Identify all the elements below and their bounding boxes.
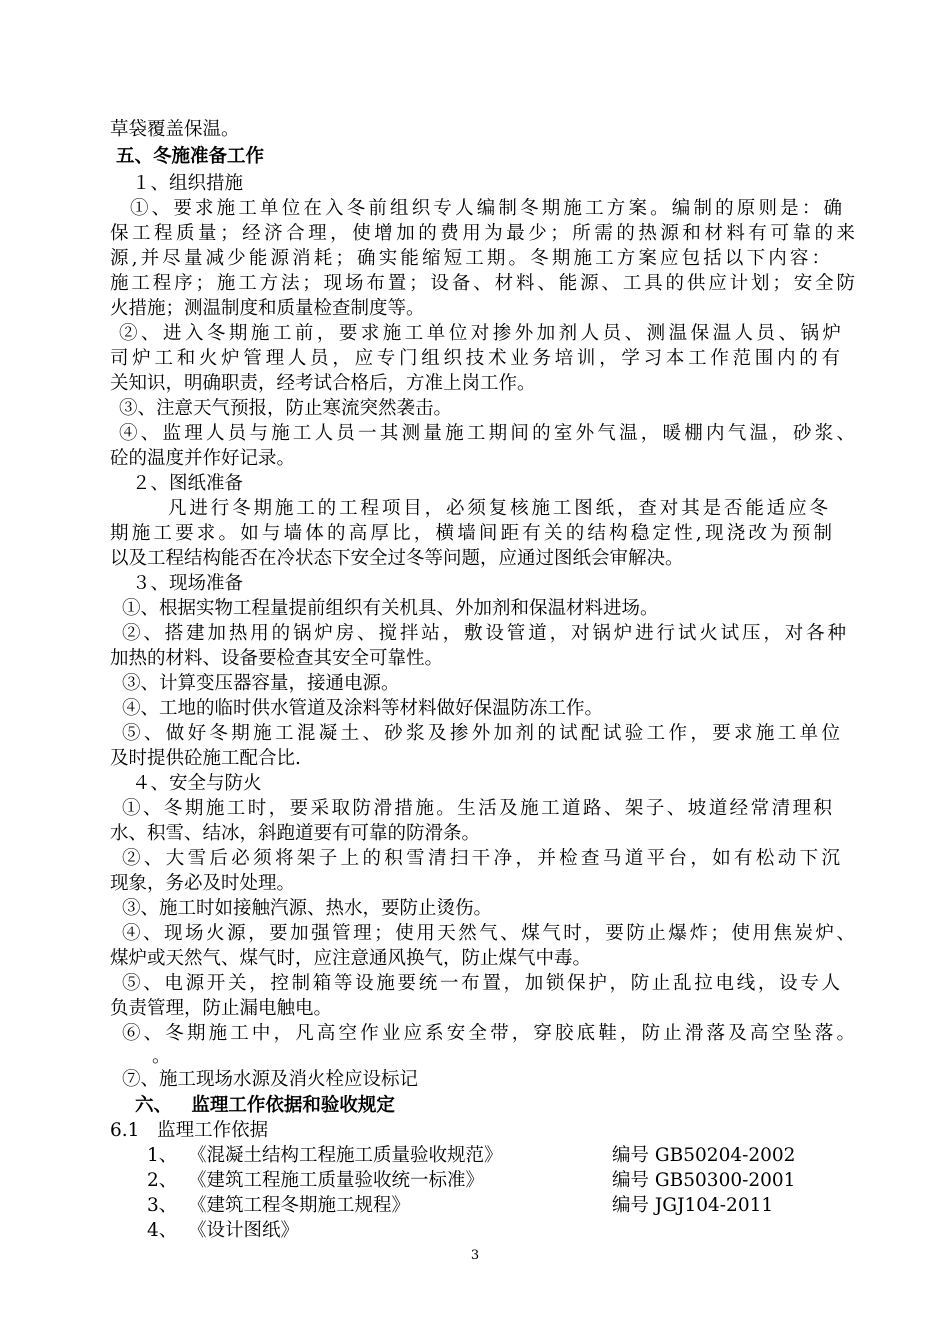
- text-line: ①、冬期施工时，要采取防滑措施。生活及施工道路、架子、坡道经常清理积: [122, 798, 832, 819]
- text-line: 期施工要求。如与墙体的高厚比，横墙间距有关的结构稳定性,现浇改为预制: [110, 523, 832, 544]
- text-line: ⑤、做好冬期施工混凝土、砂浆及掺外加剂的试配试验工作，要求施工单位: [122, 723, 840, 744]
- reference-title: 《混凝土结构工程施工质量验收规范》: [188, 1145, 503, 1166]
- text-line: ①、根据实物工程量提前组织有关机具、外加剂和保温材料进场。: [122, 598, 659, 619]
- text-line: 负责管理，防止漏电触电。: [110, 998, 333, 1019]
- text-line: ③、施工时如接触汽源、热水，要防止烫伤。: [122, 898, 493, 919]
- text-line: ②、大雪后必须将架子上的积雪清扫干净，并检查马道平台，如有松动下沉: [122, 848, 840, 869]
- text-line: 。: [152, 1046, 171, 1067]
- reference-code: 编号 JGJ104-2011: [612, 1195, 774, 1216]
- page-number: 3: [470, 1248, 480, 1263]
- reference-number: 4、: [147, 1220, 178, 1241]
- text-line: ②、进入冬期施工前，要求施工单位对掺外加剂人员、测温保温人员、锅炉: [119, 323, 841, 344]
- text-line: 源,并尽量减少能源消耗；确实能缩短工期。冬期施工方案应包括以下内容：: [110, 248, 830, 269]
- text-line: 关知识，明确职责，经考试合格后，方准上岗工作。: [110, 373, 536, 394]
- text-line: ④、工地的临时供水管道及涂料等材料做好保温防冻工作。: [122, 698, 604, 719]
- text-line: ④、监理人员与施工人员一其测量施工期间的室外气温，暖棚内气温，砂浆、: [119, 423, 855, 444]
- section-heading-6: 六、 监理工作依据和验收规定: [135, 1095, 395, 1116]
- text-line: 凡进行冬期施工的工程项目，必须复核施工图纸，查对其是否能适应冬: [168, 498, 828, 519]
- reference-number: 2、: [147, 1170, 178, 1191]
- reference-code: 编号 GB50204-2002: [612, 1145, 796, 1166]
- reference-number: 3、: [147, 1195, 178, 1216]
- text-line: 加热的材料、设备要检查其安全可靠性。: [110, 648, 444, 669]
- text-line: 现象，务必及时处理。: [110, 873, 296, 894]
- text-line: ②、搭建加热用的锅炉房、搅拌站，敷设管道，对锅炉进行试火试压，对各种: [122, 623, 846, 644]
- subheading: ４、安全与防火: [132, 773, 262, 794]
- subheading: ３、现场准备: [132, 573, 244, 594]
- section-heading-5: 五、冬施准备工作: [116, 146, 265, 167]
- text-line: 草袋覆盖保温。: [110, 119, 240, 140]
- reference-code: 编号 GB50300-2001: [612, 1170, 796, 1191]
- text-line: 施工程序；施工方法；现场布置；设备、材料、能源、工具的供应计划；安全防: [110, 273, 855, 294]
- text-line: 保工程质量；经济合理，使增加的费用为最少；所需的热源和材料有可靠的来: [110, 223, 855, 244]
- text-line: 火措施；测温制度和质量检查制度等。: [110, 298, 425, 319]
- subheading: ２、图纸准备: [132, 473, 244, 494]
- text-line: ⑦、施工现场水源及消火栓应设标记: [122, 1069, 419, 1090]
- subheading: １、组织措施: [132, 173, 244, 194]
- text-line: 以及工程结构能否在冷状态下安全过冬等问题，应通过图纸会审解决。: [110, 548, 684, 569]
- subheading: 6.1 监理工作依据: [110, 1120, 269, 1141]
- text-line: 煤炉或天然气、煤气时，应注意通风换气，防止煤气中毒。: [110, 948, 592, 969]
- text-line: ①、要求施工单位在入冬前组织专人编制冬期施工方案。编制的原则是：确: [130, 198, 842, 219]
- reference-title: 《建筑工程施工质量验收统一标准》: [188, 1170, 485, 1191]
- text-line: ③、计算变压器容量，接通电源。: [122, 673, 400, 694]
- reference-title: 《设计图纸》: [188, 1220, 300, 1241]
- text-line: 砼的温度并作好记录。: [110, 448, 296, 469]
- text-line: ③、注意天气预报，防止寒流突然袭击。: [119, 398, 453, 419]
- text-line: 司炉工和火炉管理人员，应专门组织技术业务培训，学习本工作范围内的有: [110, 348, 840, 369]
- text-line: 及时提供砼施工配合比.: [110, 748, 301, 769]
- text-line: ⑥、冬期施工中，凡高空作业应系安全带，穿胶底鞋，防止滑落及高空坠落。: [122, 1023, 855, 1044]
- reference-number: 1、: [147, 1145, 178, 1166]
- text-line: ⑤、电源开关，控制箱等设施要统一布置，加锁保护，防止乱拉电线，设专人: [122, 973, 840, 994]
- reference-title: 《建筑工程冬期施工规程》: [188, 1195, 411, 1216]
- text-line: ④、现场火源，要加强管理；使用天然气、煤气时，要防止爆炸；使用焦炭炉、: [122, 923, 855, 944]
- text-line: 水、积雪、结冰，斜跑道要有可靠的防滑条。: [110, 823, 481, 844]
